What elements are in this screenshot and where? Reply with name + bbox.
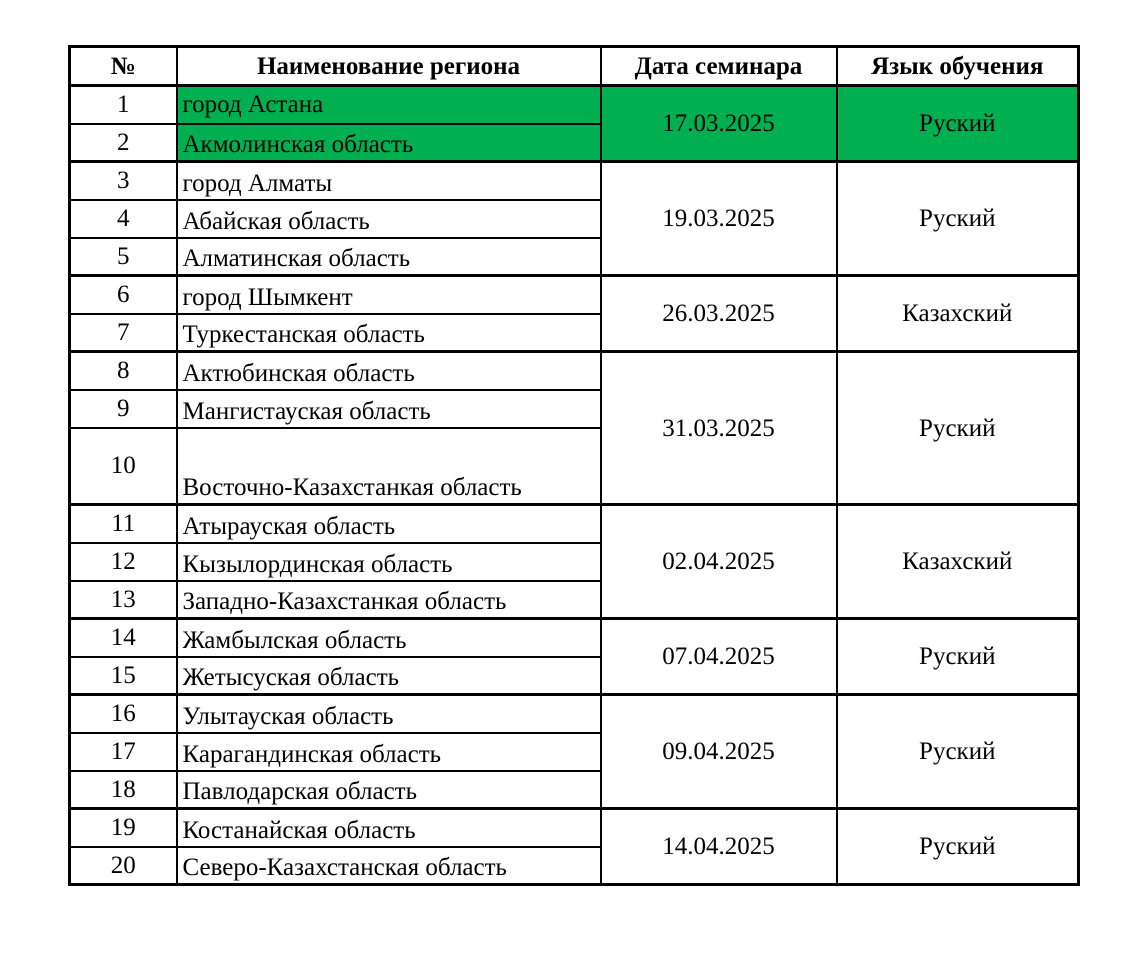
row-number: 11 bbox=[70, 505, 177, 543]
row-number: 20 bbox=[70, 847, 177, 885]
table-row bbox=[70, 809, 1079, 847]
region-name: Акмолинская область bbox=[177, 124, 601, 162]
row-number: 2 bbox=[70, 124, 177, 162]
seminar-date: 07.04.2025 bbox=[601, 619, 837, 695]
row-number: 9 bbox=[70, 390, 177, 428]
region-name: Алматинская область bbox=[177, 238, 601, 276]
seminar-date: 17.03.2025 bbox=[601, 86, 837, 162]
table-body bbox=[70, 86, 1079, 885]
seminar-schedule-table bbox=[68, 45, 1080, 886]
row-number: 16 bbox=[70, 695, 177, 733]
row-number: 7 bbox=[70, 314, 177, 352]
table-row bbox=[70, 695, 1079, 733]
row-number: 6 bbox=[70, 276, 177, 314]
row-number: 18 bbox=[70, 771, 177, 809]
region-name: Кызылординская область bbox=[177, 543, 601, 581]
training-language: Руский bbox=[837, 162, 1079, 276]
training-language: Казахский bbox=[837, 505, 1079, 619]
table-row bbox=[70, 86, 1079, 124]
table-row bbox=[70, 619, 1079, 657]
region-name: Западно-Казахстанкая область bbox=[177, 581, 601, 619]
table-row bbox=[70, 352, 1079, 390]
seminar-date: 19.03.2025 bbox=[601, 162, 837, 276]
seminar-date: 26.03.2025 bbox=[601, 276, 837, 352]
region-name: Жетысуская область bbox=[177, 657, 601, 695]
region-name: Северо-Казахстанская область bbox=[177, 847, 601, 885]
seminar-date: 09.04.2025 bbox=[601, 695, 837, 809]
region-name: Актюбинская область bbox=[177, 352, 601, 390]
header-training-language: Язык обучения bbox=[837, 47, 1079, 86]
table-row bbox=[70, 162, 1079, 200]
header-region-name: Наименование региона bbox=[177, 47, 601, 86]
seminar-date: 14.04.2025 bbox=[601, 809, 837, 885]
row-number: 13 bbox=[70, 581, 177, 619]
region-name: Атырауская область bbox=[177, 505, 601, 543]
region-name: Туркестанская область bbox=[177, 314, 601, 352]
row-number: 4 bbox=[70, 200, 177, 238]
training-language: Руский bbox=[837, 619, 1079, 695]
training-language: Руский bbox=[837, 86, 1079, 162]
region-name: Восточно-Казахстанкая область bbox=[177, 428, 601, 505]
region-name: Жамбылская область bbox=[177, 619, 601, 657]
seminar-date: 02.04.2025 bbox=[601, 505, 837, 619]
training-language: Руский bbox=[837, 695, 1079, 809]
row-number: 3 bbox=[70, 162, 177, 200]
region-name: город Алматы bbox=[177, 162, 601, 200]
region-name: Костанайская область bbox=[177, 809, 601, 847]
row-number: 14 bbox=[70, 619, 177, 657]
region-name: Улытауская область bbox=[177, 695, 601, 733]
region-name: Абайская область bbox=[177, 200, 601, 238]
row-number: 19 bbox=[70, 809, 177, 847]
training-language: Казахский bbox=[837, 276, 1079, 352]
region-name: город Астана bbox=[177, 86, 601, 124]
region-name: город Шымкент bbox=[177, 276, 601, 314]
header-seminar-date: Дата семинара bbox=[601, 47, 837, 86]
header-number: № bbox=[70, 47, 177, 86]
seminar-date: 31.03.2025 bbox=[601, 352, 837, 505]
row-number: 12 bbox=[70, 543, 177, 581]
row-number: 8 bbox=[70, 352, 177, 390]
table-row bbox=[70, 276, 1079, 314]
table-row bbox=[70, 505, 1079, 543]
region-name: Мангистауская область bbox=[177, 390, 601, 428]
row-number: 5 bbox=[70, 238, 177, 276]
row-number: 10 bbox=[70, 428, 177, 505]
region-name: Павлодарская область bbox=[177, 771, 601, 809]
row-number: 15 bbox=[70, 657, 177, 695]
row-number: 1 bbox=[70, 86, 177, 124]
row-number: 17 bbox=[70, 733, 177, 771]
region-name: Карагандинская область bbox=[177, 733, 601, 771]
table-header-row bbox=[70, 47, 1079, 86]
training-language: Руский bbox=[837, 352, 1079, 505]
training-language: Руский bbox=[837, 809, 1079, 885]
